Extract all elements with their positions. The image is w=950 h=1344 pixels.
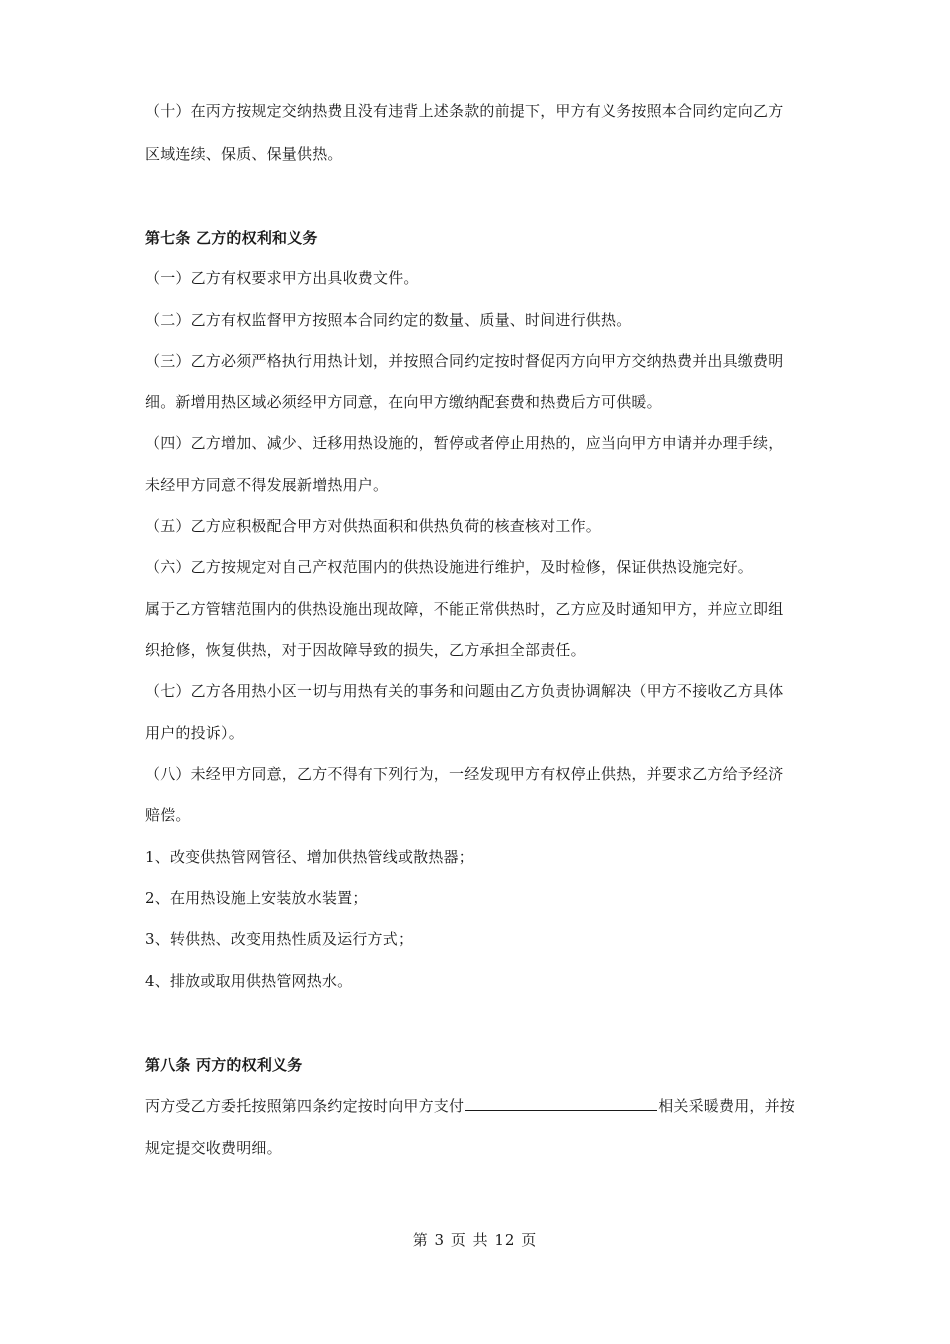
article-8-text-before-blank: 丙方受乙方委托按照第四条约定按时向甲方支付 [145, 1097, 465, 1115]
article-7-clause-3-line-1: （三）乙方必须严格执行用热计划，并按照合同约定按时督促丙方向甲方交纳热费并出具缴费明 [145, 352, 784, 370]
article-7-clause-5: （五）乙方应积极配合甲方对供热面积和供热负荷的核查核对工作。 [145, 517, 602, 535]
list-item-4: 4、排放或取用供热管网热水。 [145, 972, 353, 990]
article-7-clause-7-line-1: （七）乙方各用热小区一切与用热有关的事务和问题由乙方负责协调解决（甲方不接收乙方具体 [145, 682, 784, 700]
article-7-clause-3-line-2: 细。新增用热区域必须经甲方同意，在向甲方缴纳配套费和热费后方可供暖。 [145, 393, 662, 411]
article-7-clause-4-line-1: （四）乙方增加、减少、迁移用热设施的，暂停或者停止用热的，应当向甲方申请并办理手续， [145, 434, 784, 452]
article-7-clause-8-line-1: （八）未经甲方同意，乙方不得有下列行为，一经发现甲方有权停止供热，并要求乙方给予经济 [145, 765, 784, 783]
list-item-3: 3、转供热、改变用热性质及运行方式； [145, 930, 414, 948]
page-number-footer: 第 3 页 共 12 页 [412, 1231, 538, 1249]
article-7-clause-6b-line-2: 织抢修，恢复供热，对于因故障导致的损失，乙方承担全部责任。 [145, 641, 586, 659]
article-7-clause-7-line-2: 用户的投诉）。 [145, 724, 244, 742]
article-8-line-2: 规定提交收费明细。 [145, 1139, 282, 1157]
article-7-clause-2: （二）乙方有权监督甲方按照本合同约定的数量、质量、时间进行供热。 [145, 311, 632, 329]
article-8-text-after-blank: 相关采暖费用，并按 [658, 1097, 796, 1115]
paragraph-10-line-1: （十）在丙方按规定交纳热费且没有违背上述条款的前提下，甲方有义务按照本合同约定向乙方 [145, 102, 784, 120]
article-7-heading: 第七条 乙方的权利和义务 [145, 229, 318, 247]
article-7-clause-6: （六）乙方按规定对自己产权范围内的供热设施进行维护，及时检修，保证供热设施完好。 [145, 558, 754, 576]
article-7-clause-4-line-2: 未经甲方同意不得发展新增热用户。 [145, 476, 389, 494]
list-item-2: 2、在用热设施上安装放水装置； [145, 889, 368, 907]
paragraph-10-line-2: 区域连续、保质、保量供热。 [145, 145, 343, 163]
fill-in-blank[interactable] [465, 1096, 657, 1111]
article-7-clause-1: （一）乙方有权要求甲方出具收费文件。 [145, 269, 419, 287]
article-8-heading: 第八条 丙方的权利义务 [145, 1056, 303, 1074]
list-item-1: 1、改变供热管网管径、增加供热管线或散热器； [145, 848, 474, 866]
article-7-clause-6b-line-1: 属于乙方管辖范围内的供热设施出现故障，不能正常供热时，乙方应及时通知甲方，并应立即组 [145, 600, 784, 618]
article-7-clause-8-line-2: 赔偿。 [145, 806, 191, 824]
article-8-line-1 [145, 1096, 815, 1116]
